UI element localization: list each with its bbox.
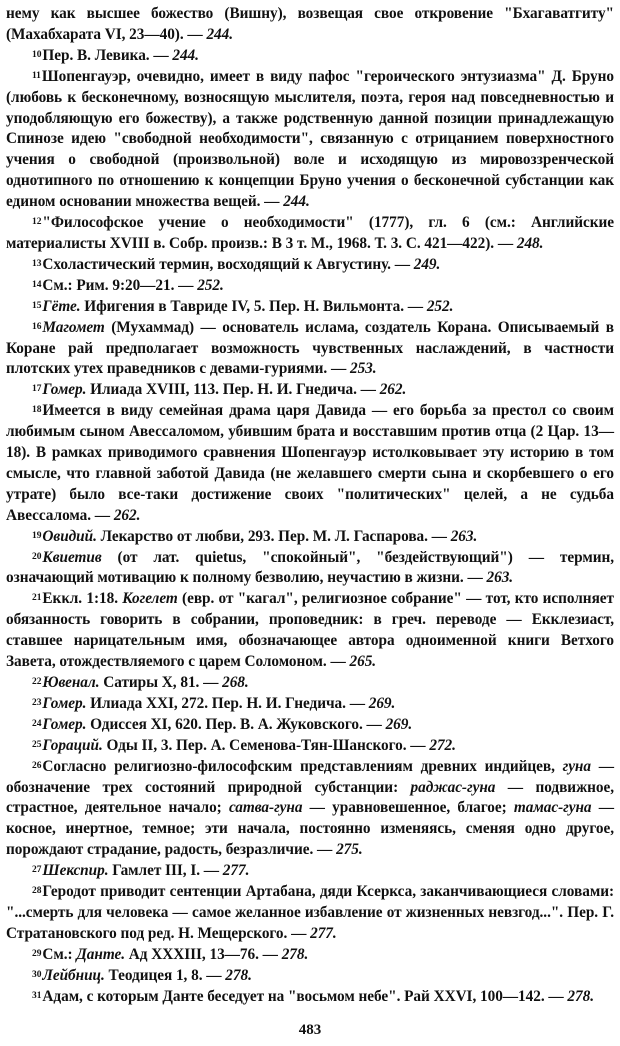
note-29: 29См.: Данте. Ад XXXIII, 13—76. — 278. (32, 945, 309, 963)
note-21: 21Екκл. 1:18. Когелет (евр. от "кагал", религиозное собрание" — тот, кто исполняет обязанность говорить в собрании, проповедник: в греч. переводе — Екклезиаст, ставшее нарицательным имя, обозначающее автора одноименной книги Ветхого Завета, отождествляемого с царем Соломоном. — 265. (6, 590, 615, 671)
note-15: 15Гёте. Ифигения в Тавриде IV, 5. Пер. Н. Вильмонта. — 252. (32, 297, 454, 315)
note-number: 12 (32, 217, 42, 228)
note-number: 26 (32, 760, 42, 771)
note-31: 31Адам, с которым Данте беседует на "восьмом небе". Рай XXVI, 100—142. — 278. (32, 987, 594, 1005)
note-30: 30Лейбниц. Теодицея 1, 8. — 278. (32, 966, 252, 984)
note-number: 17 (32, 384, 42, 395)
note-number: 18 (32, 405, 42, 416)
note-number: 10 (32, 49, 42, 60)
note-11: 11Шопенгауэр, очевидно, имеет в виду пафос "героического энтузиазма" Д. Бруно (любовь к бесконечному, возносящую мыслителя, поэта, героя над повседневностью и уподобляющую его божеству), а также родственную данной позиции принадлежащую Спинозе идею "свободной необходимости", связанную с отрицанием поверхностного учения о свободной (произвольной) воле и исходящую из мировоззренческой однотипного по отношению к концепции Бруно учения о бесконечной субстанции как едином основании множества вещей. — 244. (6, 67, 614, 211)
note-number: 20 (32, 551, 42, 562)
note-number: 11 (32, 70, 41, 81)
note-number: 13 (32, 258, 42, 269)
note-number: 21 (32, 593, 42, 604)
note-14: 14См.: Рим. 9:20—21. — 252. (32, 276, 224, 294)
note-number: 28 (32, 886, 42, 897)
note-26: 26Согласно религиозно-философским представлениям древних индийцев, гуна — обозначение трех состояний природной субстанции: раджас-гуна — подвижное, страстное, деятельное начало; сатва-гуна — уравновешенное, благое; тамас-гуна — косное, инертное, темное; эти начала, постоянно изменяясь, сменяя одно другое, порождают страдание, радость, безразличие. — 275. (6, 757, 614, 859)
note-number: 31 (32, 990, 42, 1001)
note-22: 22Ювенал. Сатиры X, 81. — 268. (32, 674, 249, 691)
note-19: 19Овидий. Лекарство от любви, 293. Пер. М. Л. Гаспарова. — 263. (32, 527, 478, 545)
note-12: 12"Философское учение о необходимости" (1777), гл. 6 (см.: Английские материалисты XVIII в. Собр. произв.: В 3 т. М., 1968. Т. 3. С. 421—422). — 248. (6, 214, 614, 252)
note-9-continuation: нему как высшее божество (Вишну), возвещая свое откровение "Бхагаватгиту" (Махабхарата VI, 23—40). — 244. (6, 5, 614, 43)
note-13: 13Схоластический термин, восходящий к Августину. — 249. (32, 255, 441, 273)
note-number: 27 (32, 865, 42, 876)
note-17: 17Гомер. Илиада XVIII, 113. Пер. Н. И. Гнедича. — 262. (32, 381, 407, 399)
note-number: 29 (32, 948, 42, 959)
note-number: 25 (32, 739, 42, 750)
endnotes-text (6, 4, 614, 1008)
note-24: 24Гомер. Одиссея XI, 620. Пер. В. А. Жуковского. — 269. (32, 715, 413, 733)
note-23: 23Гомер. Илиада XXI, 272. Пер. Н. И. Гнедича. — 269. (32, 694, 396, 712)
note-number: 23 (32, 697, 42, 708)
note-10: 10Пер. В. Левика. — 244. (32, 46, 199, 64)
note-number: 16 (32, 321, 42, 332)
note-number: 15 (32, 300, 42, 311)
note-27: 27Шекспир. Гамлет III, I. — 277. (32, 862, 250, 880)
note-25: 25Гораций. Оды II, 3. Пер. А. Семенова-Тян-Шанского. — 272. (32, 736, 456, 754)
note-number: 30 (32, 969, 42, 980)
note-number: 14 (32, 279, 42, 290)
note-number: 19 (32, 530, 42, 541)
note-16: 16Магомет (Мухаммад) — основатель ислама, создатель Корана. Описываемый в Коране рай предполагает возможность чувственных наслаждений, в частности плотских утех праведников с девами-гуриями. — 253. (6, 318, 614, 378)
page-number: 483 (298, 1022, 322, 1038)
note-number: 22 (32, 677, 42, 687)
note-number: 24 (32, 718, 42, 729)
note-18: 18Имеется в виду семейная драма царя Давида — его борьба за престол со своим любимым сыном Авессаломом, убившим брата и восставшим против отца (2 Цар. 13—18). В рамках приводимого сравнения Шопенгауэр истолковывает эту историю в том смысле, что главной заботой Давида (не желавшего смерти сына и скорбевшего о его утрате) было все-таки достижение своих "политических" целей, а не судьба Авессалома. — 262. (6, 402, 614, 524)
note-20: 20Квиетив (от лат. quietus, "спокойный", "бездействующий") — термин, означающий мотивацию к полному безволию, неучастию в жизни. — 263. (6, 548, 614, 587)
note-28: 28Геродот приводит сентенции Артабана, дяди Ксеркса, заканчивающиеся словами: "...смерть для человека — самое желанное избавление от жизненных невзгод...". Пер. Г. Стратановского под ред. Н. Мещерского. — 277. (6, 883, 614, 942)
